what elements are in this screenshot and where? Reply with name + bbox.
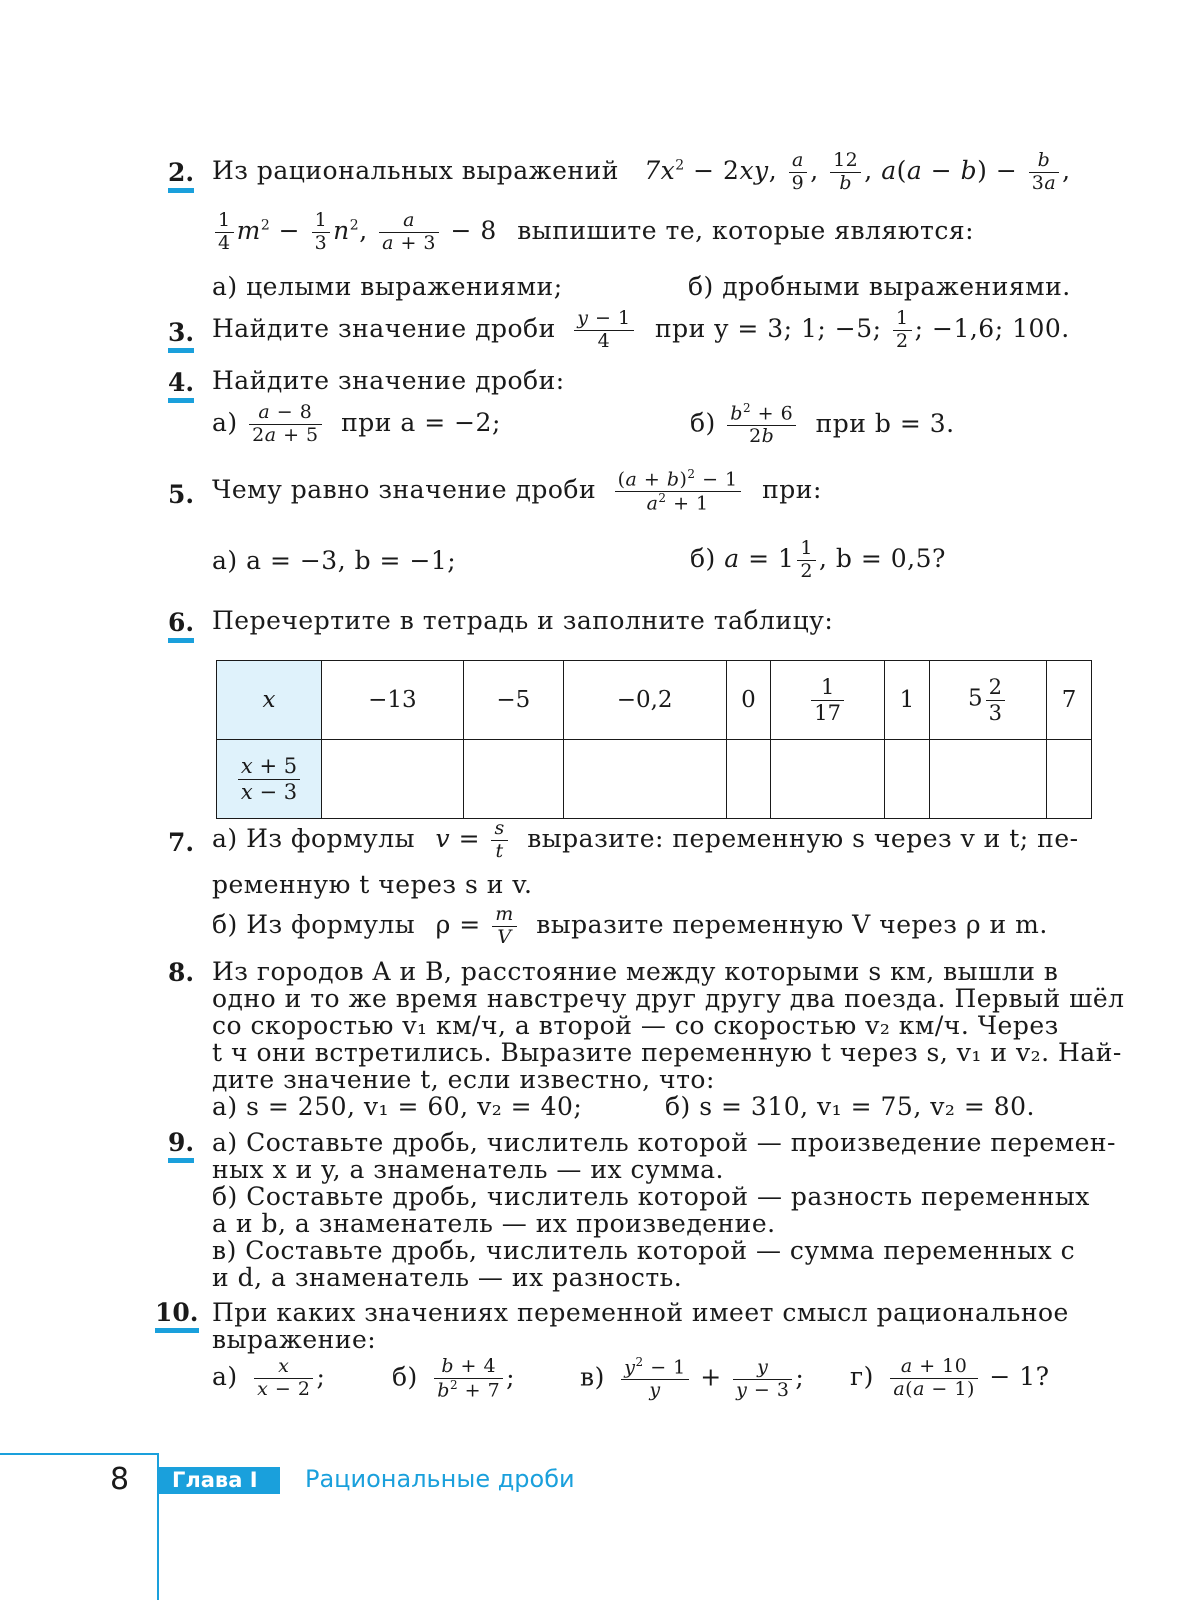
problem-5-option-a: а) a = −3, b = −1;	[212, 546, 457, 575]
problem-2-option-a: а) целыми выражениями;	[212, 272, 563, 301]
problem-3-statement: Найдите значение дроби	[212, 313, 556, 343]
problem-number-9: 9.	[168, 1128, 194, 1163]
table-cell-mixed: 5 $\frac{2}{3}$	[929, 661, 1046, 740]
problem-number-7: 7.	[168, 828, 195, 857]
problem-9-line-5: в) Составьте дробь, числитель которой — сумма переменных c	[212, 1236, 1076, 1265]
table-cell: 7	[1047, 661, 1092, 740]
problem-5-tail: при:	[762, 475, 822, 505]
chapter-title: Рациональные дроби	[305, 1465, 575, 1493]
problem-6-text: Перечертите в тетрадь и заполните таблицу:	[212, 606, 834, 635]
problem-5-b-tail: , b = 0,5?	[819, 543, 946, 573]
page-number: 8	[110, 1462, 130, 1497]
problem-4-option-a: а) $\frac{a - 8}{2a + 5}$ при a = −2;	[212, 401, 501, 446]
table-cell-empty	[726, 740, 771, 819]
problem-8-line-5: дите значение t, если известно, что:	[212, 1065, 715, 1094]
problem-number-8: 8.	[168, 958, 195, 987]
table-cell-empty	[929, 740, 1046, 819]
table-cell: −13	[322, 661, 464, 740]
problem-2-line-1: Из рациональных выражений $7x^2 - 2xy$, $\frac{a}{9}$ , $\frac{12}{b}$ , a(a − b) − $\frac{b}{3a}$ ,	[212, 149, 1071, 194]
option-label-d: г)	[850, 1361, 874, 1391]
problem-7-line-a: а) Из формулы v = $\frac{s}{t}$ выразите: переменную s через v и t; пе-	[212, 817, 1079, 862]
table-cell-empty	[322, 740, 464, 819]
problem-number-3: 3.	[168, 318, 194, 353]
problem-10-option-b: б) $\frac{b + 4}{b^2 + 7}$ ;	[392, 1355, 516, 1402]
problem-7-b-text: выразите переменную V через ρ и m.	[536, 909, 1048, 939]
problem-number-10: 10.	[155, 1298, 199, 1333]
problem-9-line-2: ных x и y, а знаменатель — их сумма.	[212, 1155, 724, 1184]
chapter-badge: Глава I	[158, 1467, 280, 1494]
problem-10-line-2: выражение:	[212, 1325, 377, 1354]
footer-rule	[0, 1453, 158, 1455]
problem-8-line-2: одно и то же время навстречу друг другу два поезда. Первый шёл	[212, 984, 1125, 1013]
option-label-b: б)	[392, 1362, 418, 1392]
table-cell-empty	[885, 740, 930, 819]
problem-3-values: при y = 3; 1; −5;	[655, 313, 882, 343]
problem-9-line-3: б) Составьте дробь, числитель которой — разность переменных	[212, 1182, 1090, 1211]
problem-2-tail: выпишите те, которые являются:	[517, 215, 975, 245]
problem-2-intro: Из рациональных выражений	[212, 155, 619, 185]
problem-9-line-6: и d, а знаменатель — их разность.	[212, 1263, 683, 1292]
problem-9-line-4: a и b, а знаменатель — их произведение.	[212, 1209, 776, 1238]
table-cell-empty	[563, 740, 726, 819]
problem-8-line-3: со скоростью v₁ км/ч, а второй — со скоростью v₂ км/ч. Через	[212, 1011, 1059, 1040]
table-cell: −0,2	[563, 661, 726, 740]
problem-8-line-4: t ч они встретились. Выразите переменную t через s, v₁ и v₂. Най-	[212, 1038, 1122, 1067]
problem-8-option-b: б) s = 310, v₁ = 75, v₂ = 80.	[665, 1092, 1035, 1121]
table-cell-fraction: $\frac{1}{17}$	[771, 661, 885, 740]
table-cell-empty	[771, 740, 885, 819]
problem-7-a-intro: а) Из формулы	[212, 823, 416, 853]
option-label-a: а)	[212, 1361, 238, 1391]
table-row	[217, 740, 1092, 819]
problem-number-5: 5.	[168, 480, 195, 509]
problem-10-option-c: в) $\frac{y^2 - 1}{y}$ + $\frac{y}{y - 3}$ ;	[580, 1355, 805, 1402]
problem-2-line-2: $\frac{1}{4}$ $m^2$ − $\frac{1}{3}$ $n^2$, $\frac{a}{a + 3}$ − 8 выпишите те, которые являются:	[212, 210, 974, 255]
problem-7-line-b: б) Из формулы ρ = $\frac{m}{V}$ выразите переменную V через ρ и m.	[212, 903, 1048, 948]
table-header-x: x	[217, 661, 322, 740]
problem-10-option-a: а) $\frac{x}{x - 2}$ ;	[212, 1355, 326, 1400]
table-cell: −5	[463, 661, 563, 740]
problem-4-option-b: б) $\frac{b^2 + 6}{2b}$ при b = 3.	[690, 401, 955, 448]
problem-3-text: Найдите значение дроби $\frac{y - 1}{4}$ при y = 3; 1; −5; $\frac{1}{2}$ ; −1,6; 100.	[212, 307, 1070, 352]
problem-5-option-b: б) a = 1 $\frac{1}{2}$ , b = 0,5?	[690, 537, 946, 582]
table-cell-empty	[1047, 740, 1092, 819]
problem-7-a-text: выразите: переменную s через v и t; пе-	[527, 823, 1079, 853]
problem-4-text: Найдите значение дроби:	[212, 366, 565, 395]
problem-3-values-2: ; −1,6; 100.	[914, 313, 1070, 343]
table-cell-empty	[463, 740, 563, 819]
problem-7-b-intro: б) Из формулы	[212, 909, 416, 939]
problem-number-4: 4.	[168, 368, 194, 403]
problem-4-a-condition: при a = −2;	[341, 407, 501, 437]
problem-2-option-b: б) дробными выражениями.	[688, 272, 1071, 301]
table-cell: 0	[726, 661, 771, 740]
problem-8-option-a: а) s = 250, v₁ = 60, v₂ = 40;	[212, 1092, 583, 1121]
table-row	[217, 661, 1092, 740]
table-cell: 1	[885, 661, 930, 740]
problem-9-line-1: а) Составьте дробь, числитель которой — произведение перемен-	[212, 1128, 1116, 1157]
problem-5-statement: Чему равно значение дроби	[212, 475, 597, 505]
problem-4-b-condition: при b = 3.	[815, 408, 955, 438]
problem-10-option-d: г) $\frac{a + 10}{a(a - 1)}$ − 1?	[850, 1355, 1050, 1400]
problem-7-a-cont: ременную t через s и v.	[212, 870, 533, 899]
problem-10-line-1: При каких значениях переменной имеет смысл рациональное	[212, 1298, 1069, 1327]
problem-8-line-1: Из городов A и B, расстояние между которыми s км, вышли в	[212, 957, 1059, 986]
problem-number-6: 6.	[168, 608, 194, 643]
problem-5-text: Чему равно значение дроби $\frac{(a + b)^2 - 1}{a^2 + 1}$ при:	[212, 467, 822, 515]
option-label-c: в)	[580, 1362, 605, 1392]
table-header-expression: $\frac{x + 5}{x - 3}$	[217, 740, 322, 819]
value-table	[216, 660, 1092, 819]
problem-number-2: 2.	[168, 158, 194, 193]
